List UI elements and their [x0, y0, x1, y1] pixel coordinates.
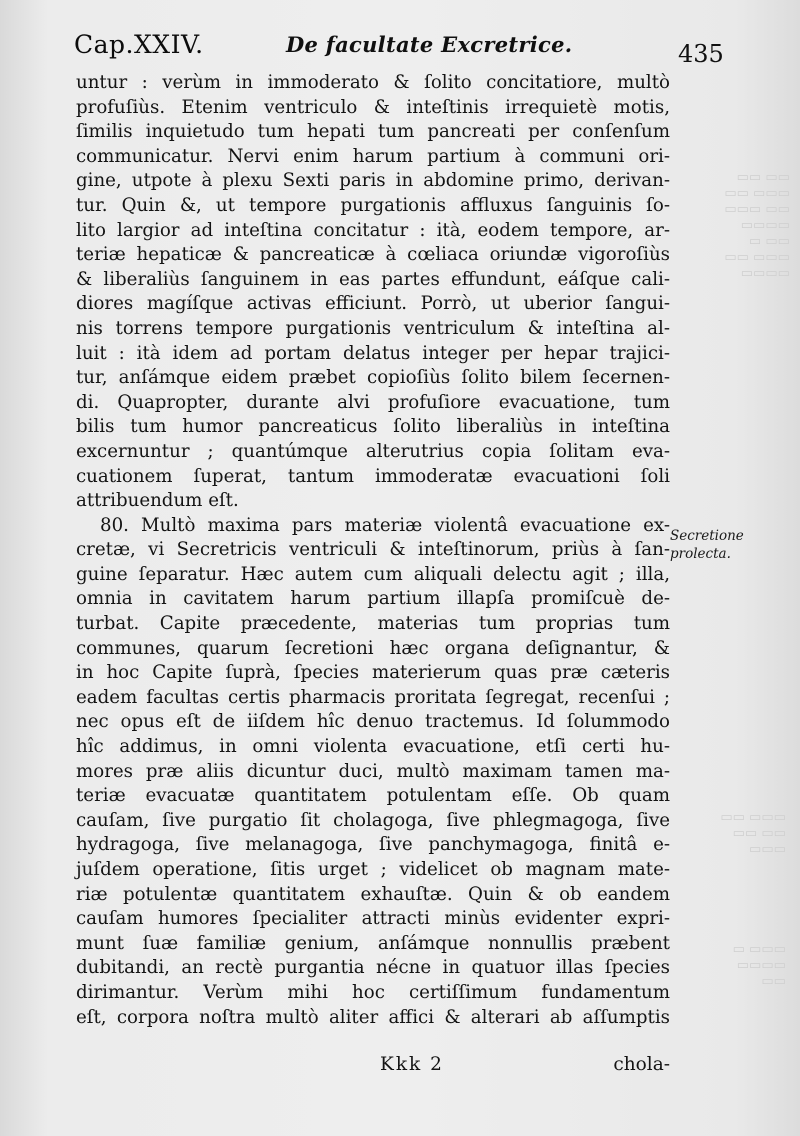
signature-mark: Kkk 2	[380, 1054, 444, 1075]
text-line: munt ſuæ familiæ genium, anſámque nonnullis præbent	[76, 932, 670, 954]
text-line: cauſam humores ſpecialiter attracti minùs evidenter expri-	[76, 908, 670, 930]
text-line: tur, anſámque eidem præbet copioſiùs ſolito bilem ſecernen-	[76, 367, 670, 389]
text-line: turbat. Capite præcedente, materias tum proprias tum	[76, 613, 670, 635]
text-line: cretæ, vi Secretricis ventriculi & inteſtinorum, priùs à ſan-	[76, 539, 670, 561]
text-line: hîc addimus, in omni violenta evacuatione, etſi certi hu-	[76, 736, 670, 758]
catchword: chola-	[613, 1054, 670, 1075]
margin-note-line: prolecta.	[670, 546, 731, 562]
text-line: cuationem ſuperat, tantum immoderatæ evacuationi ſoli	[76, 465, 670, 487]
running-head	[74, 30, 742, 70]
text-line: teriæ evacuatæ quantitatem potulentam eſſe. Ob quam	[76, 785, 670, 807]
body-text	[76, 71, 670, 1030]
text-line: riæ potulentæ quantitatem exhauſtæ. Quin & ob eandem	[76, 883, 670, 905]
text-line: hydragoga, ſive melanagoga, ſive panchymagoga, finitâ e-	[76, 834, 670, 856]
text-line: eſt, corpora noſtra multò aliter affici & alterari ab aſſumptis	[76, 1006, 670, 1028]
text-line: dubitandi, an rectè purgantia nécne in quatuor illas ſpecies	[76, 957, 670, 979]
text-line: eadem facultas certis pharmacis proritata ſegregat, recenſui ;	[76, 686, 670, 708]
text-line: profuſiùs. Etenim ventriculo & inteſtinis irrequietè motis,	[76, 96, 670, 118]
text-line: juſdem operatione, ſitis urget ; videlicet ob magnam mate-	[76, 859, 670, 880]
page-number: 435	[678, 40, 724, 68]
text-line: gine, utpote à plexu Sexti paris in abdomine primo, derivan-	[76, 170, 670, 192]
text-line: teriæ hepaticæ & pancreaticæ à cœliaca oriundæ vigoroſiùs	[76, 244, 670, 266]
text-line: guine ſeparatur. Hæc autem cum aliquali delectu agit ; illa,	[76, 563, 670, 585]
text-line: cauſam, ſive purgatio ſit cholagoga, ſive phlegmagoga, ſive	[76, 809, 670, 831]
bleed-through-marks: ▭▭▭ ▭▭ ▭▭ ▭▭ ▭▭▭	[720, 810, 786, 857]
text-line: lito largior ad inteſtina concitatur : ità, eodem tempore, ar-	[76, 219, 670, 241]
running-title: De facultate Excretrice.	[286, 32, 573, 57]
text-line: mores præ aliis dicuntur duci, multò maximam tamen ma-	[76, 760, 670, 782]
text-line: excernuntur ; quantúmque alterutrius copia ſolitam eva-	[76, 440, 670, 462]
chapter-heading: Cap.XXIV.	[74, 30, 204, 59]
text-line: luit : ità idem ad portam delatus integer per hepar trajici-	[76, 342, 670, 364]
margin-note-line: Secretione	[670, 528, 744, 544]
bleed-through-marks: ▭▭▭ ▭ ▭▭▭▭ ▭▭	[732, 942, 786, 989]
text-line: omnia in cavitatem harum partium illapſa promiſcuè de-	[76, 588, 670, 610]
text-line: ſimilis inquietudo tum hepati tum pancreati per conſenſum	[76, 121, 670, 143]
bleed-through-marks: ▭▭ ▭▭ ▭▭▭ ▭▭ ▭▭ ▭▭▭ ▭▭▭▭ ▭▭ ▭ ▭▭▭ ▭▭ ▭▭▭▭	[724, 170, 790, 281]
margin-note	[670, 527, 790, 563]
text-line: di. Quapropter, durante alvi profuſiore evacuatione, tum	[76, 391, 670, 413]
text-line: diores magíſque activas efficiunt. Porrò, ut uberior ſangui-	[76, 293, 670, 315]
text-line: nis torrens tempore purgationis ventriculum & inteſtina al-	[76, 317, 670, 339]
text-line: in hoc Capite ſuprà, ſpecies materierum quas præ cæteris	[76, 662, 670, 684]
text-line: tur. Quin &, ut tempore purgationis affluxus ſanguinis ſo-	[76, 194, 670, 216]
text-line: untur : verùm in immoderato & ſolito concitatiore, multò	[76, 72, 670, 93]
text-line: nec opus eſt de iiſdem hîc denuo tractemus. Id ſolummodo	[76, 711, 670, 733]
text-line: bilis tum humor pancreaticus ſolito liberaliùs in inteſtina	[76, 416, 670, 438]
page-footer	[76, 1054, 670, 1084]
paragraph-80-start-line: 80. Multò maxima pars materiæ violentâ evacuatione ex-	[100, 514, 670, 536]
text-line: dirimantur. Verùm mihi hoc certiſſimum fundamentum	[76, 981, 670, 1003]
text-line: communes, quarum ſecretioni hæc organa deſignantur, &	[76, 637, 670, 659]
paragraph-end-line: attribuendum eſt.	[76, 490, 239, 512]
text-line: & liberaliùs ſanguinem in eas partes effundunt, eáſque cali-	[76, 268, 670, 290]
text-line: communicatur. Nervi enim harum partium à communi ori-	[76, 145, 670, 167]
